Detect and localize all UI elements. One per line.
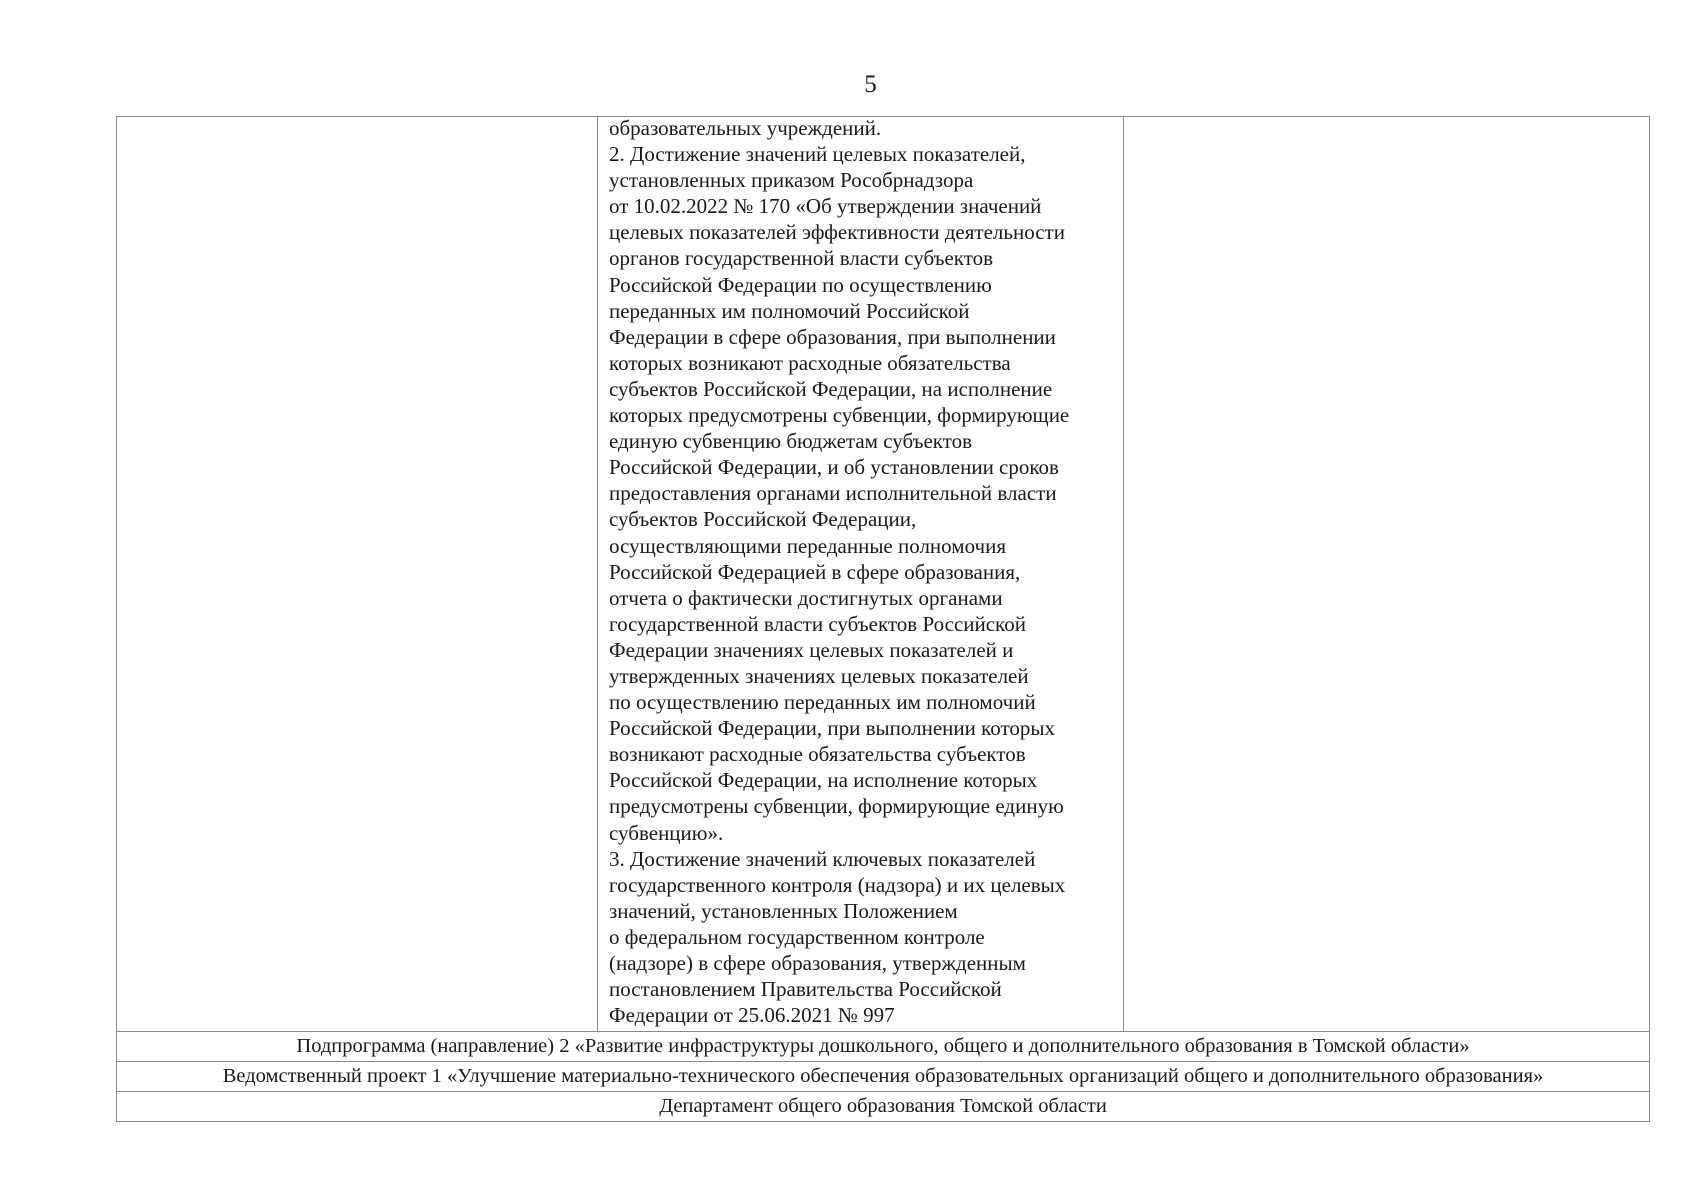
table-row	[117, 1092, 1650, 1122]
project-row: Ведомственный проект 1 «Улучшение материально-технического обеспечения образовательных организаций общего и дополнительного образования»	[117, 1062, 1650, 1092]
page-number: 5	[864, 71, 877, 98]
department-row: Департамент общего образования Томской области	[117, 1092, 1650, 1122]
empty-right-cell	[1124, 117, 1650, 1032]
table-row	[117, 1062, 1650, 1092]
document-table	[116, 116, 1650, 1122]
table-row	[117, 1032, 1650, 1062]
subprogram-row: Подпрограмма (направление) 2 «Развитие инфраструктуры дошкольного, общего и дополнительного образования в Томской области»	[117, 1032, 1650, 1062]
continuation-text: образовательных учреждений.	[609, 116, 882, 140]
item-3-text: 3. Достижение значений ключевых показателей государственного контроля (надзора) и их целевых значений, установленных Положением о федеральном государственном контроле (надзоре) в сфере образования, утвержденным постановлением Правительства Российской Федерации от 25.06.2021 № 997	[609, 846, 1066, 1028]
item-2-text: 2. Достижение значений целевых показателей, установленных приказом Рособрнадзора от 10.02.2022 № 170 «Об утверждении значений целевых показателей эффективности деятельности органов государственной власти субъектов Российской Федерации по осуществлению переданных им полномочий Российской Федерации в сфере образования, при выполнении которых возникают расходные обязательства субъектов Российской Федерации, на исполнение которых предусмотрены субвенции, формирующие единую субвенцию бюджетам субъектов Российской Федерации, и об установлении сроков предоставления органами исполнительной власти субъектов Российской Федерации, осуществляющими переданные полномочия Российской Федерацией в сфере образования, отчета о фактически достигнутых органами государственной власти субъектов Российской Федерации значениях целевых показателей и утвержденных значениях целевых показателей по осуществлению переданных им полномочий Российской Федерации, при выполнении которых возникают расходные обязательства субъектов Российской Федерации, на исполнение которых предусмотрены субвенции, формирующие единую субвенцию».	[609, 142, 1070, 845]
table-row	[117, 117, 1650, 1032]
indicators-cell	[598, 117, 1124, 1032]
empty-left-cell	[117, 117, 598, 1032]
